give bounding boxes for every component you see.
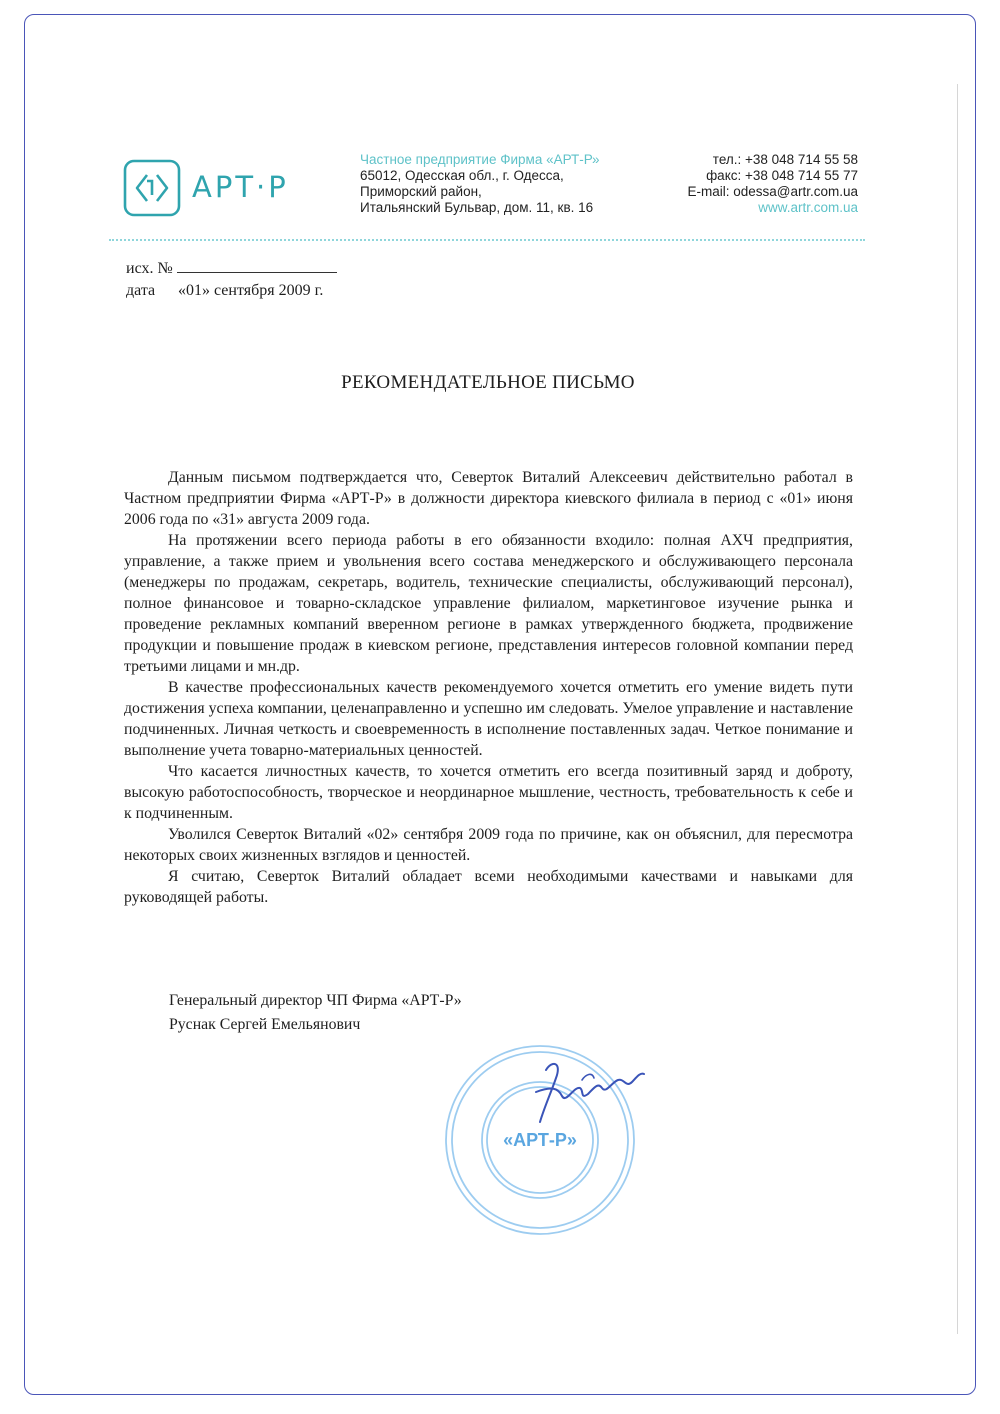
letter-title: РЕКОМЕНДАТЕЛЬНОЕ ПИСЬМО	[341, 372, 635, 393]
email-text: E-mail: odessa@artr.com.ua	[687, 184, 858, 199]
address-line: Итальянский Бульвар, дом. 11, кв. 16	[360, 200, 594, 215]
body-paragraph: Я считаю, Северток Виталий обладает всеми необходимыми качествами и навыками для руководящей работы.	[124, 868, 853, 906]
address-line: Приморский район,	[360, 184, 482, 199]
outgoing-number-label: исх. №	[126, 260, 173, 277]
company-name: Частное предприятие Фирма «АРТ-Р»	[360, 152, 600, 167]
stamp-center-text: «АРТ-Р»	[503, 1130, 577, 1150]
address-line: 65012, Одесская обл., г. Одесса,	[360, 168, 564, 183]
signature-block	[169, 989, 462, 1037]
art-r-logo-icon	[123, 159, 181, 217]
date-label: дата	[126, 282, 156, 299]
handwritten-signature-icon	[522, 1052, 652, 1132]
body-paragraph: Что касается личностных качеств, то хочется отметить его всегда позитивный заряд и доброту, высокую работоспособность, творческое и неординарное мышление, честность, требовательность к себе и к подчиненным.	[124, 763, 853, 822]
outgoing-number-blank	[177, 258, 337, 273]
signer-position: Генеральный директор ЧП Фирма «АРТ-Р»	[169, 992, 462, 1009]
letter-body	[124, 467, 853, 908]
fax-text: факс: +38 048 714 55 77	[706, 168, 858, 183]
website-text: www.artr.com.ua	[758, 200, 858, 215]
phone-text: тел.: +38 048 714 55 58	[712, 152, 858, 167]
body-paragraph: Данным письмом подтверждается что, Северток Виталий Алексеевич действительно работал в Частном предприятии Фирма «АРТ-Р» в должности директора киевского филиала в период с «01» июня 2006 года по «31» августа 2009 года.	[124, 469, 853, 528]
company-contacts	[618, 152, 858, 216]
signer-name: Руснак Сергей Емельянович	[169, 1016, 361, 1033]
date-value: «01» сентября 2009 г.	[178, 282, 324, 299]
letterhead-divider	[109, 239, 865, 241]
company-address	[360, 152, 630, 216]
scan-edge-line	[957, 84, 958, 1334]
body-paragraph: В качестве профессиональных качеств рекомендуемого хочется отметить его умение видеть пути достижения успеха компании, целенаправленно и успешно им следовать. Умелое управление и наставление подчиненных. Личная четкость и своевременность в исполнение поставленных задач. Четкое понимание и выполнение учета товарно-материальных ценностей.	[124, 679, 853, 759]
body-paragraph: На протяжении всего периода работы в его обязанности входило: полная АХЧ предприятия, управление, а также прием и увольнения всего состава менеджерского и обслуживающего персонала (менеджеры по продажам, секретарь, водитель, технические специалисты, обслуживающий персонал), полное финансовое и товарно-складское управление филиалом, маркетинговое изучение рынка и проведение рекламных компаний вверенном регионе в рамках утвержденного бюджета, продвижение продукции и повышение продаж в киевском регионе, представления интересов головной компании перед третьими лицами и мн.др.	[124, 532, 853, 675]
body-paragraph: Уволился Северток Виталий «02» сентября 2009 года по причине, как он объяснил, для пересмотра некоторых своих жизненных взглядов и ценностей.	[124, 826, 853, 864]
reference-block	[126, 258, 337, 302]
logo-wordmark: АРТ·Р	[192, 170, 289, 204]
